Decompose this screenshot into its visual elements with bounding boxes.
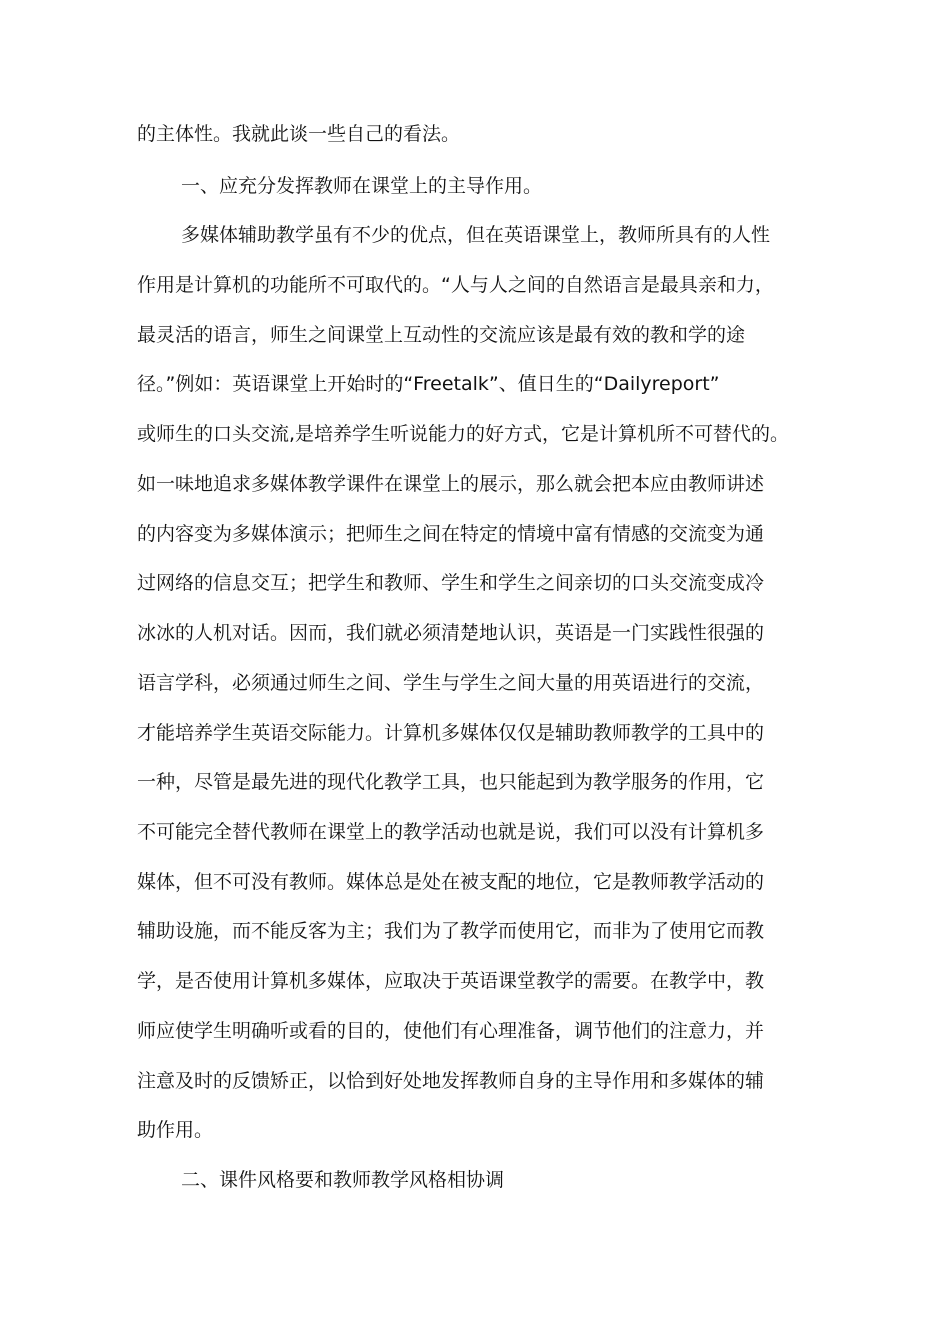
- text-line: 师应使学生明确听或看的目的，使他们有心理准备，调节他们的注意力，并: [137, 1020, 765, 1042]
- text-line: 最灵活的语言，师生之间课堂上互动性的交流应该是最有效的教和学的途: [137, 324, 746, 346]
- text-line: 才能培养学生英语交际能力。计算机多媒体仅仅是辅助教师教学的工具中的: [137, 722, 765, 744]
- text-line: 学，是否使用计算机多媒体，应取决于英语课堂教学的需要。在教学中，教: [137, 970, 765, 992]
- text-line: 助作用。: [137, 1119, 214, 1141]
- text-line: 的内容变为多媒体演示；把师生之间在特定的情境中富有情感的交流变为通: [137, 523, 765, 545]
- text-line: 语言学科，必须通过师生之间、学生与学生之间大量的用英语进行的交流，: [137, 672, 765, 694]
- text-line: 如一味地追求多媒体教学课件在课堂上的展示，那么就会把本应由教师讲述: [137, 473, 765, 495]
- text-line: 注意及时的反馈矫正，以恰到好处地发挥教师自身的主导作用和多媒体的辅: [137, 1070, 765, 1092]
- text-line: 或师生的口头交流,是培养学生听说能力的好方式，它是计算机所不可替代的。: [137, 423, 790, 445]
- text-line: 不可能完全替代教师在课堂上的教学活动也就是说，我们可以没有计算机多: [137, 821, 765, 843]
- text-line: 多媒体辅助教学虽有不少的优点，但在英语课堂上，教师所具有的人性: [181, 224, 771, 246]
- text-line: 的主体性。我就此谈一些自己的看法。: [137, 123, 461, 145]
- section-heading: 二、课件风格要和教师教学风格相协调: [181, 1169, 505, 1191]
- text-line: 一种，尽管是最先进的现代化教学工具，也只能起到为教学服务的作用，它: [137, 771, 765, 793]
- text-line: 过网络的信息交互；把学生和教师、学生和学生之间亲切的口头交流变成冷: [137, 572, 765, 594]
- text-line: 作用是计算机的功能所不可取代的。“人与人之间的自然语言是最具亲和力，: [137, 274, 774, 296]
- section-heading: 一、应充分发挥教师在课堂上的主导作用。: [181, 175, 543, 197]
- text-line: 辅助设施，而不能反客为主；我们为了教学而使用它，而非为了使用它而教: [137, 920, 765, 942]
- text-line: 媒体，但不可没有教师。媒体总是处在被支配的地位，它是教师教学活动的: [137, 871, 765, 893]
- text-line: 冰冰的人机对话。因而，我们就必须清楚地认识，英语是一门实践性很强的: [137, 622, 765, 644]
- text-line: 径。”例如：英语课堂上开始时的“Freetalk”、值日生的“Dailyreport”: [137, 373, 720, 395]
